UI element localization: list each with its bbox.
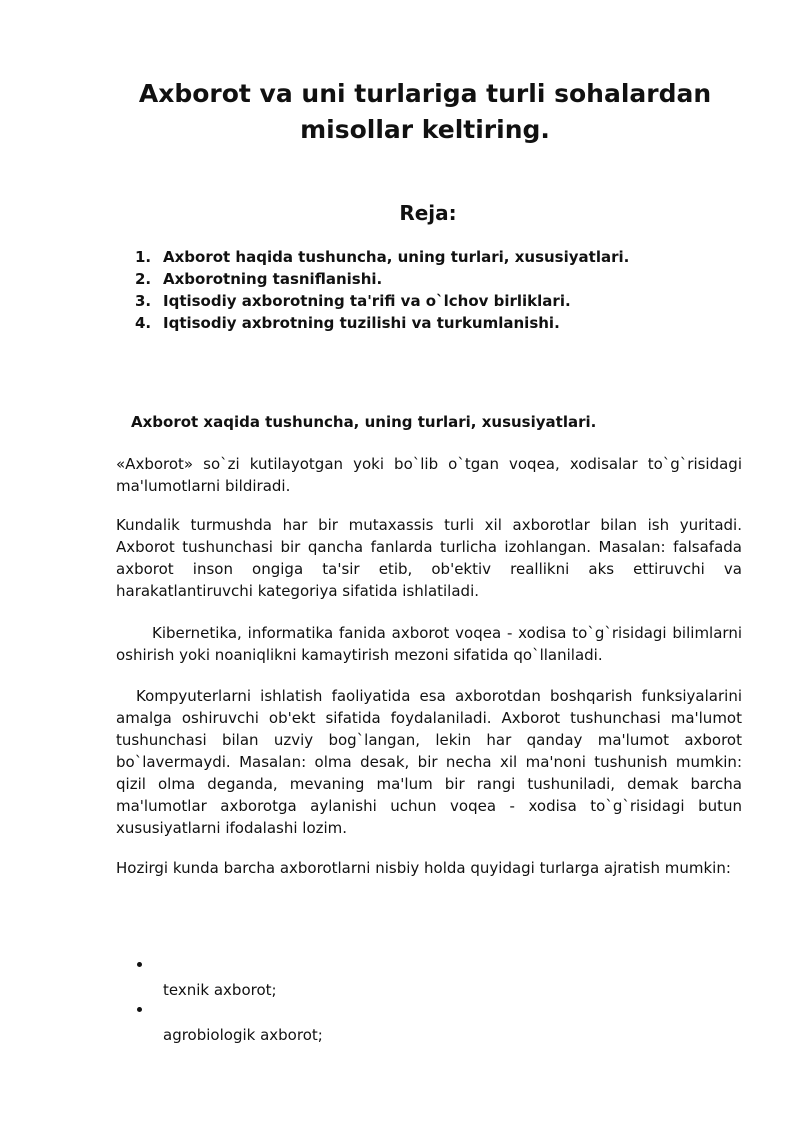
bullet-icon	[137, 1007, 142, 1012]
plan-item-text: Iqtisodiy axborotning ta'rifi va o`lchov birliklari.	[163, 292, 571, 310]
paragraph-computers: Kompyuterlarni ishlatish faoliyatida esa axborotdan boshqarish funksiyalarini amalga oshiruvchi ob'ekt sifatida foydalaniladi. Axborot tushunchasi ma'lumot tushunchasi bilan uzviy bog`langan, lekin har qanday ma'lumot axborot bo`lavermaydi. Masalan: olma desak, bir necha xil ma'noni tushunish mumkin: qizil olma deganda, mevaning ma'lum bir rangi tushuniladi, demak barcha ma'lumotlar axborotga aylanishi uchun voqea - xodisa to`g`risidagi butun xususiyatlarni ifodalashi lozim.	[116, 687, 742, 837]
plan-item-text: Axborot haqida tushuncha, uning turlari, xususiyatlari.	[163, 248, 630, 266]
plan-item-number: 3.	[135, 292, 152, 310]
plan-item	[135, 268, 629, 290]
plan-list	[135, 246, 629, 334]
section-heading: Axborot xaqida tushuncha, uning turlari, xususiyatlari.	[131, 413, 597, 431]
plan-item-text: Axborotning tasniflanishi.	[163, 270, 383, 288]
paragraph-daily-life: Kundalik turmushda har bir mutaxassis turli xil axborotlar bilan ish yuritadi. Axborot tushunchasi bir qancha fanlarda turlicha izohlangan. Masalan: falsafada axborot inson ongiga ta'sir etib, ob'ektiv reallikni aks ettiruvchi va harakatlantiruvchi kategoriya sifatida ishlatiladi.	[116, 516, 742, 600]
list-item-text: agrobiologik axborot;	[163, 1026, 323, 1044]
paragraph-cybernetics: Kibernetika, informatika fanida axborot voqea - xodisa to`g`risidagi bilimlarni oshirish yoki noaniqlikni kamaytirish mezoni sifatida qo`llaniladi.	[116, 624, 742, 664]
plan-item	[135, 246, 629, 268]
paragraph-definition: «Axborot» so`zi kutilayotgan yoki bo`lib o`tgan voqea, xodisalar to`g`risidagi ma'lumotlarni bildiradi.	[116, 455, 742, 495]
plan-item	[135, 312, 629, 334]
plan-item-text: Iqtisodiy axbrotning tuzilishi va turkumlanishi.	[163, 314, 560, 332]
plan-heading: Reja:	[399, 201, 457, 225]
plan-item-number: 4.	[135, 314, 152, 332]
bullet-icon	[137, 962, 142, 967]
document-title: Axborot va uni turlariga turli sohalardan misollar keltiring.	[138, 79, 712, 144]
plan-item	[135, 290, 629, 312]
paragraph-types-intro: Hozirgi kunda barcha axborotlarni nisbiy holda quyidagi turlarga ajratish mumkin:	[116, 859, 731, 877]
list-item-text: texnik axborot;	[163, 981, 277, 999]
plan-item-number: 1.	[135, 248, 152, 266]
plan-item-number: 2.	[135, 270, 152, 288]
